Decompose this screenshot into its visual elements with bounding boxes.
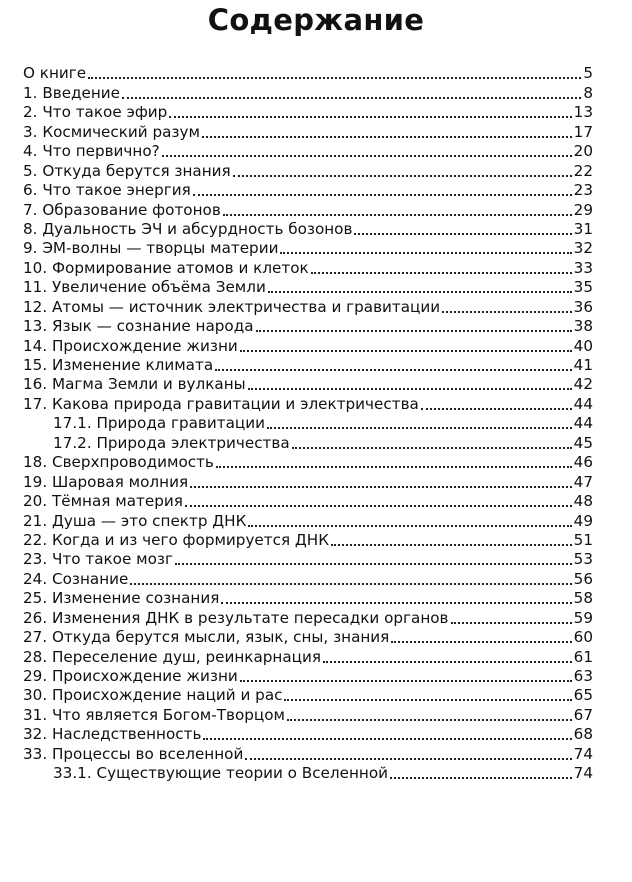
toc-entry bbox=[23, 238, 593, 257]
dot-leader bbox=[203, 738, 571, 740]
toc-entry-title: 30. Происхождение наций и рас bbox=[23, 686, 283, 705]
toc-entry bbox=[23, 180, 593, 199]
dot-leader bbox=[354, 233, 571, 235]
toc-entry bbox=[23, 685, 593, 704]
toc-entry-title: 21. Душа — это спектр ДНК bbox=[23, 511, 247, 530]
toc-entry-title: 16. Магма Земли и вулканы bbox=[23, 375, 246, 394]
toc-entry-title: 12. Атомы — источник электричества и гравитации bbox=[23, 297, 441, 316]
toc-entry bbox=[23, 704, 593, 723]
toc-entry-title: 33. Процессы во вселенной bbox=[23, 744, 244, 763]
dot-leader bbox=[202, 136, 572, 138]
toc-entry-title: 31. Что является Богом-Творцом bbox=[23, 705, 285, 724]
toc-entry bbox=[23, 549, 593, 568]
toc-entry-page: 58 bbox=[573, 589, 593, 608]
toc-entry bbox=[23, 316, 593, 335]
toc-entry-title: 22. Когда и из чего формируется ДНК bbox=[23, 530, 330, 549]
toc-entry-title: 1. Введение bbox=[23, 83, 121, 102]
toc-entry-title: 15. Изменение климата bbox=[23, 356, 214, 374]
toc-entry bbox=[23, 627, 593, 646]
dot-leader bbox=[268, 291, 572, 293]
toc-entry bbox=[23, 724, 593, 743]
toc-entry-page: 47 bbox=[573, 472, 593, 491]
dot-leader bbox=[88, 77, 581, 79]
toc-entry-page: 48 bbox=[573, 492, 593, 511]
toc-entry bbox=[23, 374, 593, 393]
toc-entry bbox=[23, 763, 593, 782]
toc-entry-page: 35 bbox=[573, 278, 593, 297]
dot-leader bbox=[292, 447, 572, 449]
page-title: Содержание bbox=[207, 3, 425, 37]
dot-leader bbox=[221, 602, 571, 604]
toc-entry-title: 3. Космический разум bbox=[23, 122, 200, 141]
toc-entry-title: 17.1. Природа гравитации bbox=[53, 414, 265, 433]
toc-entry-page: 53 bbox=[573, 550, 593, 569]
toc-entry-page: 60 bbox=[573, 628, 593, 647]
toc-entry-page: 63 bbox=[573, 667, 593, 685]
toc-entry-page: 41 bbox=[573, 356, 593, 374]
toc-entry-page: 31 bbox=[573, 219, 593, 238]
toc-entry-title: 32. Наследственность bbox=[23, 725, 202, 744]
toc-entry bbox=[23, 141, 593, 160]
dot-leader bbox=[223, 214, 572, 216]
toc-entry-title: 18. Сверхпроводимость bbox=[23, 453, 214, 472]
toc-entry bbox=[23, 743, 593, 762]
dot-leader bbox=[284, 699, 571, 701]
dot-leader bbox=[122, 97, 581, 99]
dot-leader bbox=[323, 661, 572, 663]
dot-leader bbox=[280, 252, 571, 254]
toc-entry bbox=[23, 393, 593, 412]
toc-entry-page: 29 bbox=[573, 200, 593, 219]
toc-entry-title: 17.2. Природа электричества bbox=[53, 433, 290, 452]
toc-entry-title: 9. ЭМ-волны — творцы материи bbox=[23, 239, 279, 258]
toc-entry-title: 5. Откуда берутся знания bbox=[23, 161, 231, 180]
toc-entry-page: 23 bbox=[573, 181, 593, 200]
toc-entry-page: 51 bbox=[573, 530, 593, 549]
toc-entry bbox=[23, 277, 593, 296]
toc-entry-page: 8 bbox=[583, 83, 593, 102]
toc-entry-title: 23. Что такое мозг bbox=[23, 550, 173, 569]
dot-leader bbox=[256, 330, 572, 332]
dot-leader bbox=[245, 758, 571, 760]
dot-leader bbox=[391, 641, 571, 643]
dot-leader bbox=[248, 388, 572, 390]
toc-entry-page: 59 bbox=[573, 608, 593, 627]
toc-entry-title: 25. Изменение сознания bbox=[23, 589, 220, 608]
toc-entry-title: 7. Образование фотонов bbox=[23, 200, 221, 219]
dot-leader bbox=[267, 427, 572, 429]
toc-entry bbox=[23, 491, 593, 510]
toc-entry-page: 36 bbox=[573, 297, 593, 316]
toc-entry-page: 20 bbox=[573, 142, 593, 161]
dot-leader bbox=[311, 272, 572, 274]
toc-entry-title: 28. Переселение душ, реинкарнация bbox=[23, 647, 321, 666]
dot-leader bbox=[130, 583, 571, 585]
toc-entry-title: 4. Что первично? bbox=[23, 142, 160, 161]
toc-entry-title: 10. Формирование атомов и клеток bbox=[23, 258, 309, 277]
toc-entry-page: 32 bbox=[573, 239, 593, 258]
toc-entry bbox=[23, 102, 593, 121]
dot-leader bbox=[331, 544, 572, 546]
toc-entry bbox=[23, 646, 593, 665]
toc-entry-title: 8. Дуальность ЭЧ и абсурдность бозонов bbox=[23, 219, 353, 238]
dot-leader bbox=[451, 622, 572, 624]
toc-entry bbox=[23, 296, 593, 315]
toc-entry-page: 22 bbox=[573, 161, 593, 180]
dot-leader bbox=[216, 466, 572, 468]
toc-entry-page: 49 bbox=[573, 511, 593, 530]
dot-leader bbox=[442, 311, 572, 313]
toc-entry bbox=[23, 510, 593, 529]
toc-entry bbox=[23, 588, 593, 607]
toc-entry-page: 74 bbox=[573, 764, 593, 783]
toc-entry-title: 33.1. Существующие теории о Вселенной bbox=[53, 764, 388, 783]
toc-entry bbox=[23, 432, 593, 451]
toc-entry-page: 40 bbox=[573, 336, 593, 355]
toc-entry-page: 56 bbox=[573, 569, 593, 588]
dot-leader bbox=[233, 175, 572, 177]
toc-entry-page: 67 bbox=[573, 705, 593, 724]
dot-leader bbox=[287, 719, 572, 721]
toc-entry bbox=[23, 335, 593, 354]
toc-entry-title: 17. Какова природа гравитации и электричества bbox=[23, 394, 419, 413]
toc-entry-title: 11. Увеличение объёма Земли bbox=[23, 278, 266, 297]
toc-entry-title: 26. Изменения ДНК в результате пересадки органов bbox=[23, 608, 449, 627]
toc-entry-page: 42 bbox=[573, 375, 593, 394]
toc-entry bbox=[23, 413, 593, 432]
toc-entry bbox=[23, 219, 593, 238]
toc-entry-page: 61 bbox=[573, 647, 593, 666]
toc-entry-page: 13 bbox=[573, 103, 593, 122]
dot-leader bbox=[421, 408, 572, 410]
dot-leader bbox=[162, 155, 572, 157]
toc-entry-title: 24. Сознание bbox=[23, 569, 129, 588]
dot-leader bbox=[190, 486, 572, 488]
toc-entry-title: О книге bbox=[23, 64, 87, 83]
toc-entry-page: 44 bbox=[573, 414, 593, 433]
toc-entry bbox=[23, 82, 593, 101]
toc-entry-title: 20. Тёмная материя bbox=[23, 492, 183, 511]
toc-entry-page: 44 bbox=[573, 394, 593, 413]
toc-entry-title: 13. Язык — сознание народа bbox=[23, 317, 254, 336]
toc-entry-title: 14. Происхождение жизни bbox=[23, 336, 238, 355]
table-of-contents bbox=[23, 63, 593, 782]
toc-entry-page: 74 bbox=[573, 744, 593, 763]
toc-entry-title: 2. Что такое эфир bbox=[23, 103, 168, 122]
toc-entry bbox=[23, 471, 593, 490]
dot-leader bbox=[185, 505, 572, 507]
toc-entry-page: 46 bbox=[573, 453, 593, 472]
dot-leader bbox=[240, 680, 572, 682]
toc-entry bbox=[23, 160, 593, 179]
toc-entry-title: 19. Шаровая молния bbox=[23, 472, 189, 491]
toc-entry-title: 29. Происхождение жизни bbox=[23, 667, 238, 685]
dot-leader bbox=[240, 350, 572, 352]
toc-entry-title: 27. Откуда берутся мысли, язык, сны, знания bbox=[23, 628, 390, 647]
toc-entry-page: 17 bbox=[573, 122, 593, 141]
toc-entry bbox=[23, 257, 593, 276]
toc-entry-page: 38 bbox=[573, 317, 593, 336]
toc-entry-title: 6. Что такое энергия bbox=[23, 181, 191, 200]
toc-entry bbox=[23, 121, 593, 140]
dot-leader bbox=[193, 194, 572, 196]
dot-leader bbox=[390, 777, 572, 779]
dot-leader bbox=[175, 563, 572, 565]
toc-entry bbox=[23, 568, 593, 587]
toc-entry-page: 68 bbox=[573, 725, 593, 744]
dot-leader bbox=[215, 369, 572, 371]
dot-leader bbox=[169, 116, 571, 118]
dot-leader bbox=[248, 525, 571, 527]
toc-entry-page: 33 bbox=[573, 258, 593, 277]
toc-entry bbox=[23, 607, 593, 626]
toc-entry-page: 5 bbox=[583, 64, 593, 83]
toc-entry bbox=[23, 530, 593, 549]
toc-entry bbox=[23, 355, 593, 374]
toc-entry bbox=[23, 666, 593, 685]
toc-entry-page: 45 bbox=[573, 433, 593, 452]
toc-entry bbox=[23, 452, 593, 471]
toc-entry bbox=[23, 199, 593, 218]
toc-entry-page: 65 bbox=[573, 686, 593, 705]
toc-entry bbox=[23, 63, 593, 82]
